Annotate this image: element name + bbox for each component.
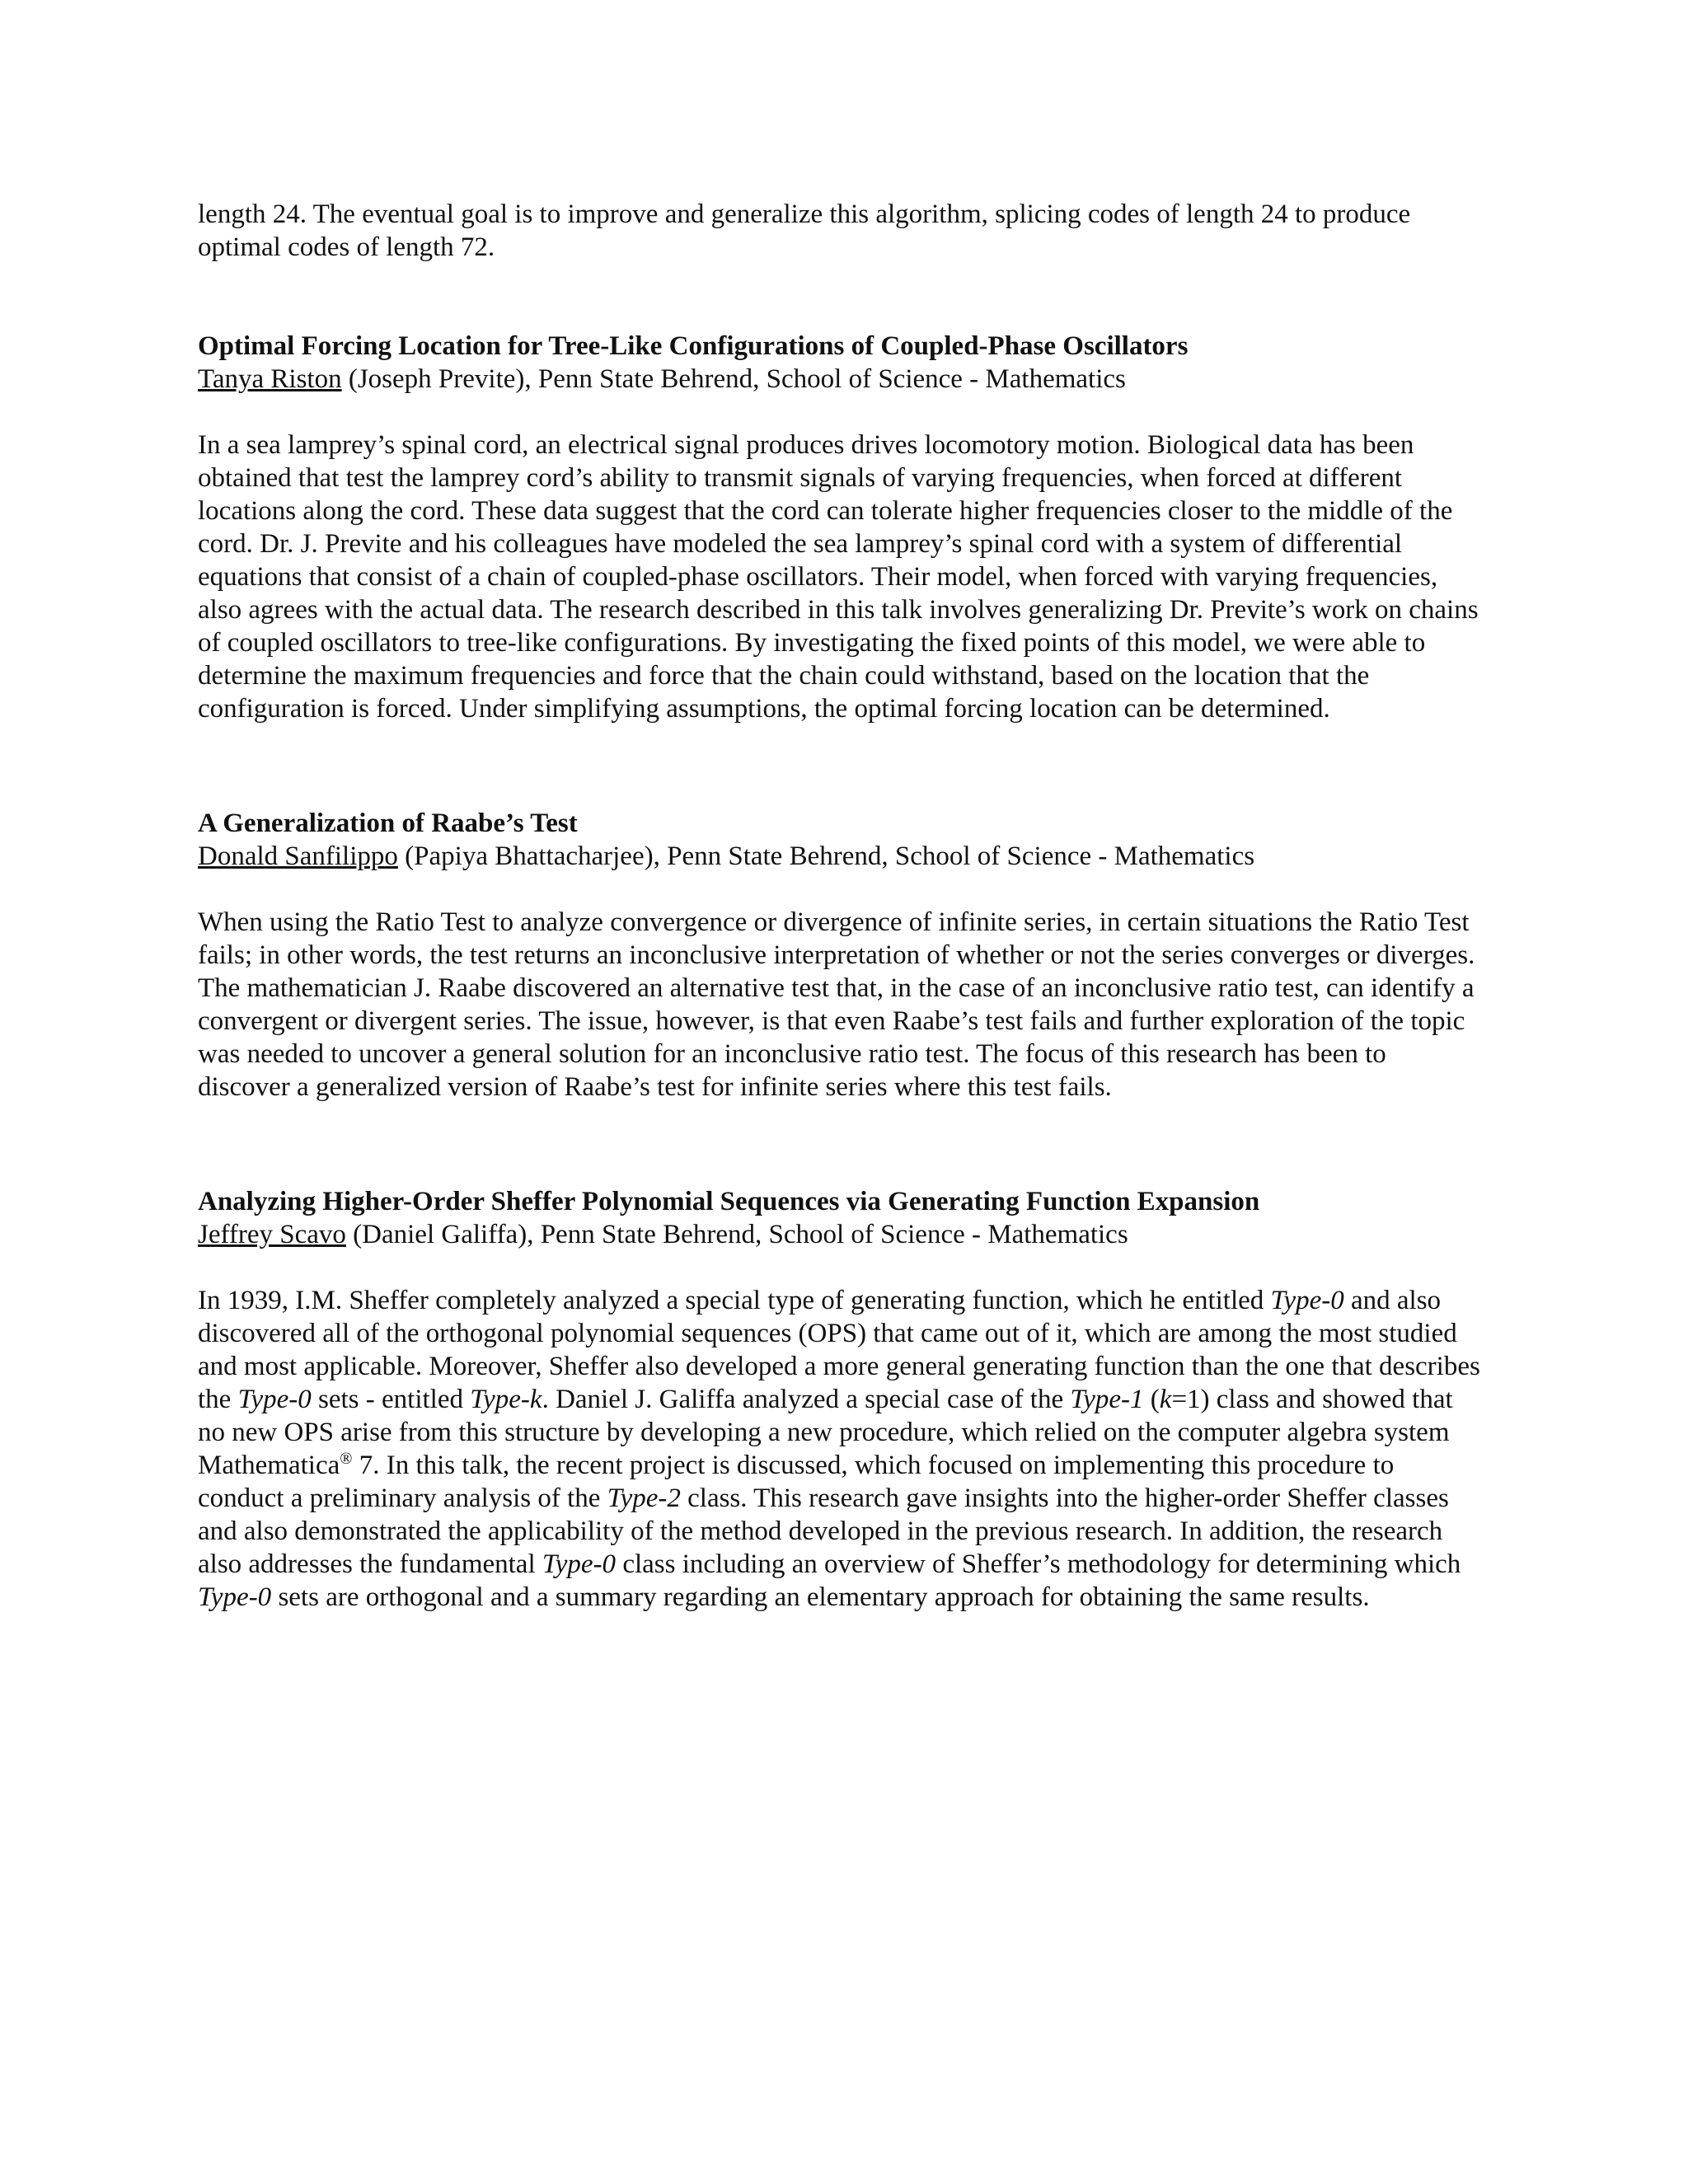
body-text-run: . Daniel J. Galiffa analyzed a special case of the xyxy=(542,1385,1071,1414)
abstract-byline xyxy=(198,840,1484,873)
presenter-name: Tanya Riston xyxy=(198,364,342,394)
presenter-name: Jeffrey Scavo xyxy=(198,1220,346,1249)
body-text-run: and also discovered all of the orthogonal polynomial sequences (OPS) that came out of it, which are among the most studied and most applicable. Moreover, Sheffer also developed a more general generating function than the one that describes the xyxy=(198,1286,1480,1414)
abstract-body: When using the Ratio Test to analyze convergence or divergence of infinite series, in certain situations the Ratio Test fails; in other words, the test returns an inconclusive interpretation of whether or not the series converges or diverges. The mathematician J. Raabe discovered an alternative test that, in the case of an inconclusive ratio test, can identify a convergent or divergent series. The issue, however, is that even Raabe’s test fails and further exploration of the topic was needed to uncover a general solution for an inconclusive ratio test. The focus of this research has been to discover a generalized version of Raabe’s test for infinite series where this test fails. xyxy=(198,907,1475,1102)
abstract-oscillators xyxy=(198,330,1484,725)
advisor-affiliation: (Joseph Previte), Penn State Behrend, School of Science - Mathematics xyxy=(348,364,1126,394)
italic-term: Type-k xyxy=(470,1385,542,1414)
italic-term: Type-0 xyxy=(542,1549,617,1579)
italic-term: Type-0 xyxy=(237,1385,312,1414)
italic-term: Type-1 xyxy=(1070,1385,1144,1414)
body-text-run: =1) class and showed that no new OPS arise from this structure by developing a new procedure, which relied on the computer algebra system Mathematica xyxy=(198,1385,1453,1480)
abstract-body: In a sea lamprey’s spinal cord, an electrical signal produces drives locomotory motion. Biological data has been obtained that test the lamprey cord’s ability to transmit signals of varying frequencies, when forced at different locations along the cord. These data suggest that the cord can tolerate higher frequencies closer to the middle of the cord. Dr. J. Previte and his colleagues have modeled the sea lamprey’s spinal cord with a system of differential equations that consist of a chain of coupled-phase oscillators. Their model, when forced with varying frequencies, also agrees with the actual data. The research described in this talk involves generalizing Dr. Previte’s work on chains of coupled oscillators to tree-like configurations. By investigating the fixed points of this model, we were able to determine the maximum frequencies and force that the chain could withstand, based on the location that the configuration is forced. Under simplifying assumptions, the optimal forcing location can be determined. xyxy=(198,430,1479,724)
intro-paragraph: length 24. The eventual goal is to improve and generalize this algorithm, splicing codes of length 24 to produce optimal codes of length 72. xyxy=(198,199,1411,262)
body-text-run: 7. In this talk, the recent project is discussed, which focused on implementing this procedure to conduct a preliminary analysis of the xyxy=(198,1451,1395,1513)
registered-mark: ® xyxy=(340,1450,353,1468)
body-text-run: sets are orthogonal and a summary regarding an elementary approach for obtaining the same results. xyxy=(271,1582,1370,1612)
italic-term: Type-0 xyxy=(1270,1286,1344,1315)
document-page xyxy=(198,198,1484,1614)
body-text-run: class including an overview of Sheffer’s methodology for determining which xyxy=(616,1549,1461,1579)
presenter-name: Donald Sanfilippo xyxy=(198,841,398,871)
italic-variable: k xyxy=(1159,1385,1172,1414)
abstract-title: Optimal Forcing Location for Tree-Like Configurations of Coupled-Phase Oscillators xyxy=(198,331,1189,361)
abstract-title: Analyzing Higher-Order Sheffer Polynomial Sequences via Generating Function Expansion xyxy=(198,1187,1260,1216)
abstract-body xyxy=(198,1284,1484,1614)
body-text-run: In 1939, I.M. Sheffer completely analyzed a special type of generating function, which he entitled xyxy=(198,1286,1271,1315)
abstract-sheffer xyxy=(198,1185,1484,1614)
abstract-raabe xyxy=(198,807,1484,1104)
italic-term: Type-2 xyxy=(607,1483,681,1513)
body-text-run: class. This research gave insights into the higher-order Sheffer classes and also demonstrated the applicability of the method developed in the previous research. In addition, the research also addresses the fundamental xyxy=(198,1483,1449,1579)
abstract-byline xyxy=(198,1218,1484,1251)
abstract-title: A Generalization of Raabe’s Test xyxy=(198,808,578,838)
body-text-run: ( xyxy=(1143,1385,1160,1414)
advisor-affiliation: (Daniel Galiffa), Penn State Behrend, School of Science - Mathematics xyxy=(353,1220,1128,1249)
italic-term: Type-0 xyxy=(198,1582,272,1612)
abstract-byline xyxy=(198,363,1484,396)
body-text-run: sets - entitled xyxy=(311,1385,471,1414)
advisor-affiliation: (Papiya Bhattacharjee), Penn State Behrend, School of Science - Mathematics xyxy=(405,841,1255,871)
